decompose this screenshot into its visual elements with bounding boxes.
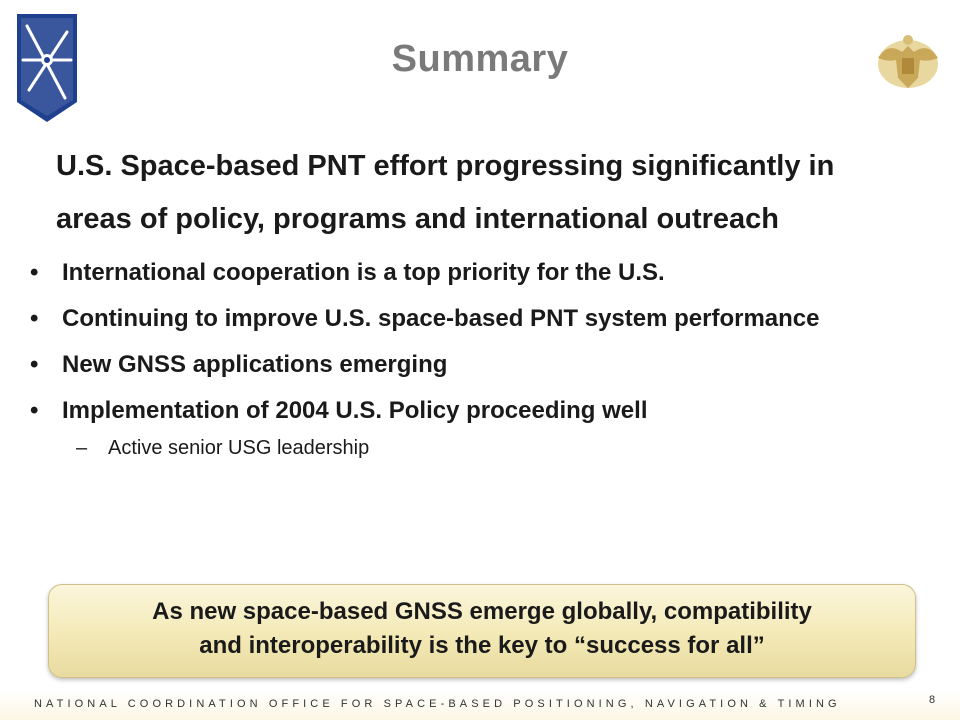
- dash-icon: –: [76, 437, 88, 459]
- bullet-dot-icon: •: [30, 259, 39, 286]
- bullet-text: Continuing to improve U.S. space-based PNT system performance: [62, 305, 820, 332]
- sub-bullet-item: [30, 433, 890, 463]
- page-title: Summary: [391, 38, 569, 80]
- bullet-dot-icon: •: [30, 351, 39, 378]
- callout-line-1: As new space-based GNSS emerge globally, compatibility: [152, 598, 812, 625]
- subtitle: U.S. Space-based PNT effort progressing significantly in areas of policy, programs and international outreach: [56, 150, 835, 235]
- bullet-item: [30, 347, 890, 383]
- footer-text: NATIONAL COORDINATION OFFICE FOR SPACE-BASED POSITIONING, NAVIGATION & TIMING: [34, 698, 841, 710]
- bullet-dot-icon: •: [30, 305, 39, 332]
- bullet-text: Implementation of 2004 U.S. Policy proceeding well: [62, 397, 648, 424]
- bullet-item: [30, 255, 890, 291]
- callout-box: [48, 584, 916, 678]
- bullet-dot-icon: •: [30, 397, 39, 424]
- callout-line-2: and interoperability is the key to “success for all”: [199, 632, 765, 659]
- bullet-item: [30, 301, 890, 337]
- bullet-item: [30, 393, 890, 429]
- sub-bullet-text: Active senior USG leadership: [108, 437, 370, 459]
- bullet-list: [30, 255, 890, 463]
- bullet-text: New GNSS applications emerging: [62, 351, 448, 378]
- page-number: 8: [929, 694, 936, 706]
- bullet-text: International cooperation is a top priority for the U.S.: [62, 259, 665, 286]
